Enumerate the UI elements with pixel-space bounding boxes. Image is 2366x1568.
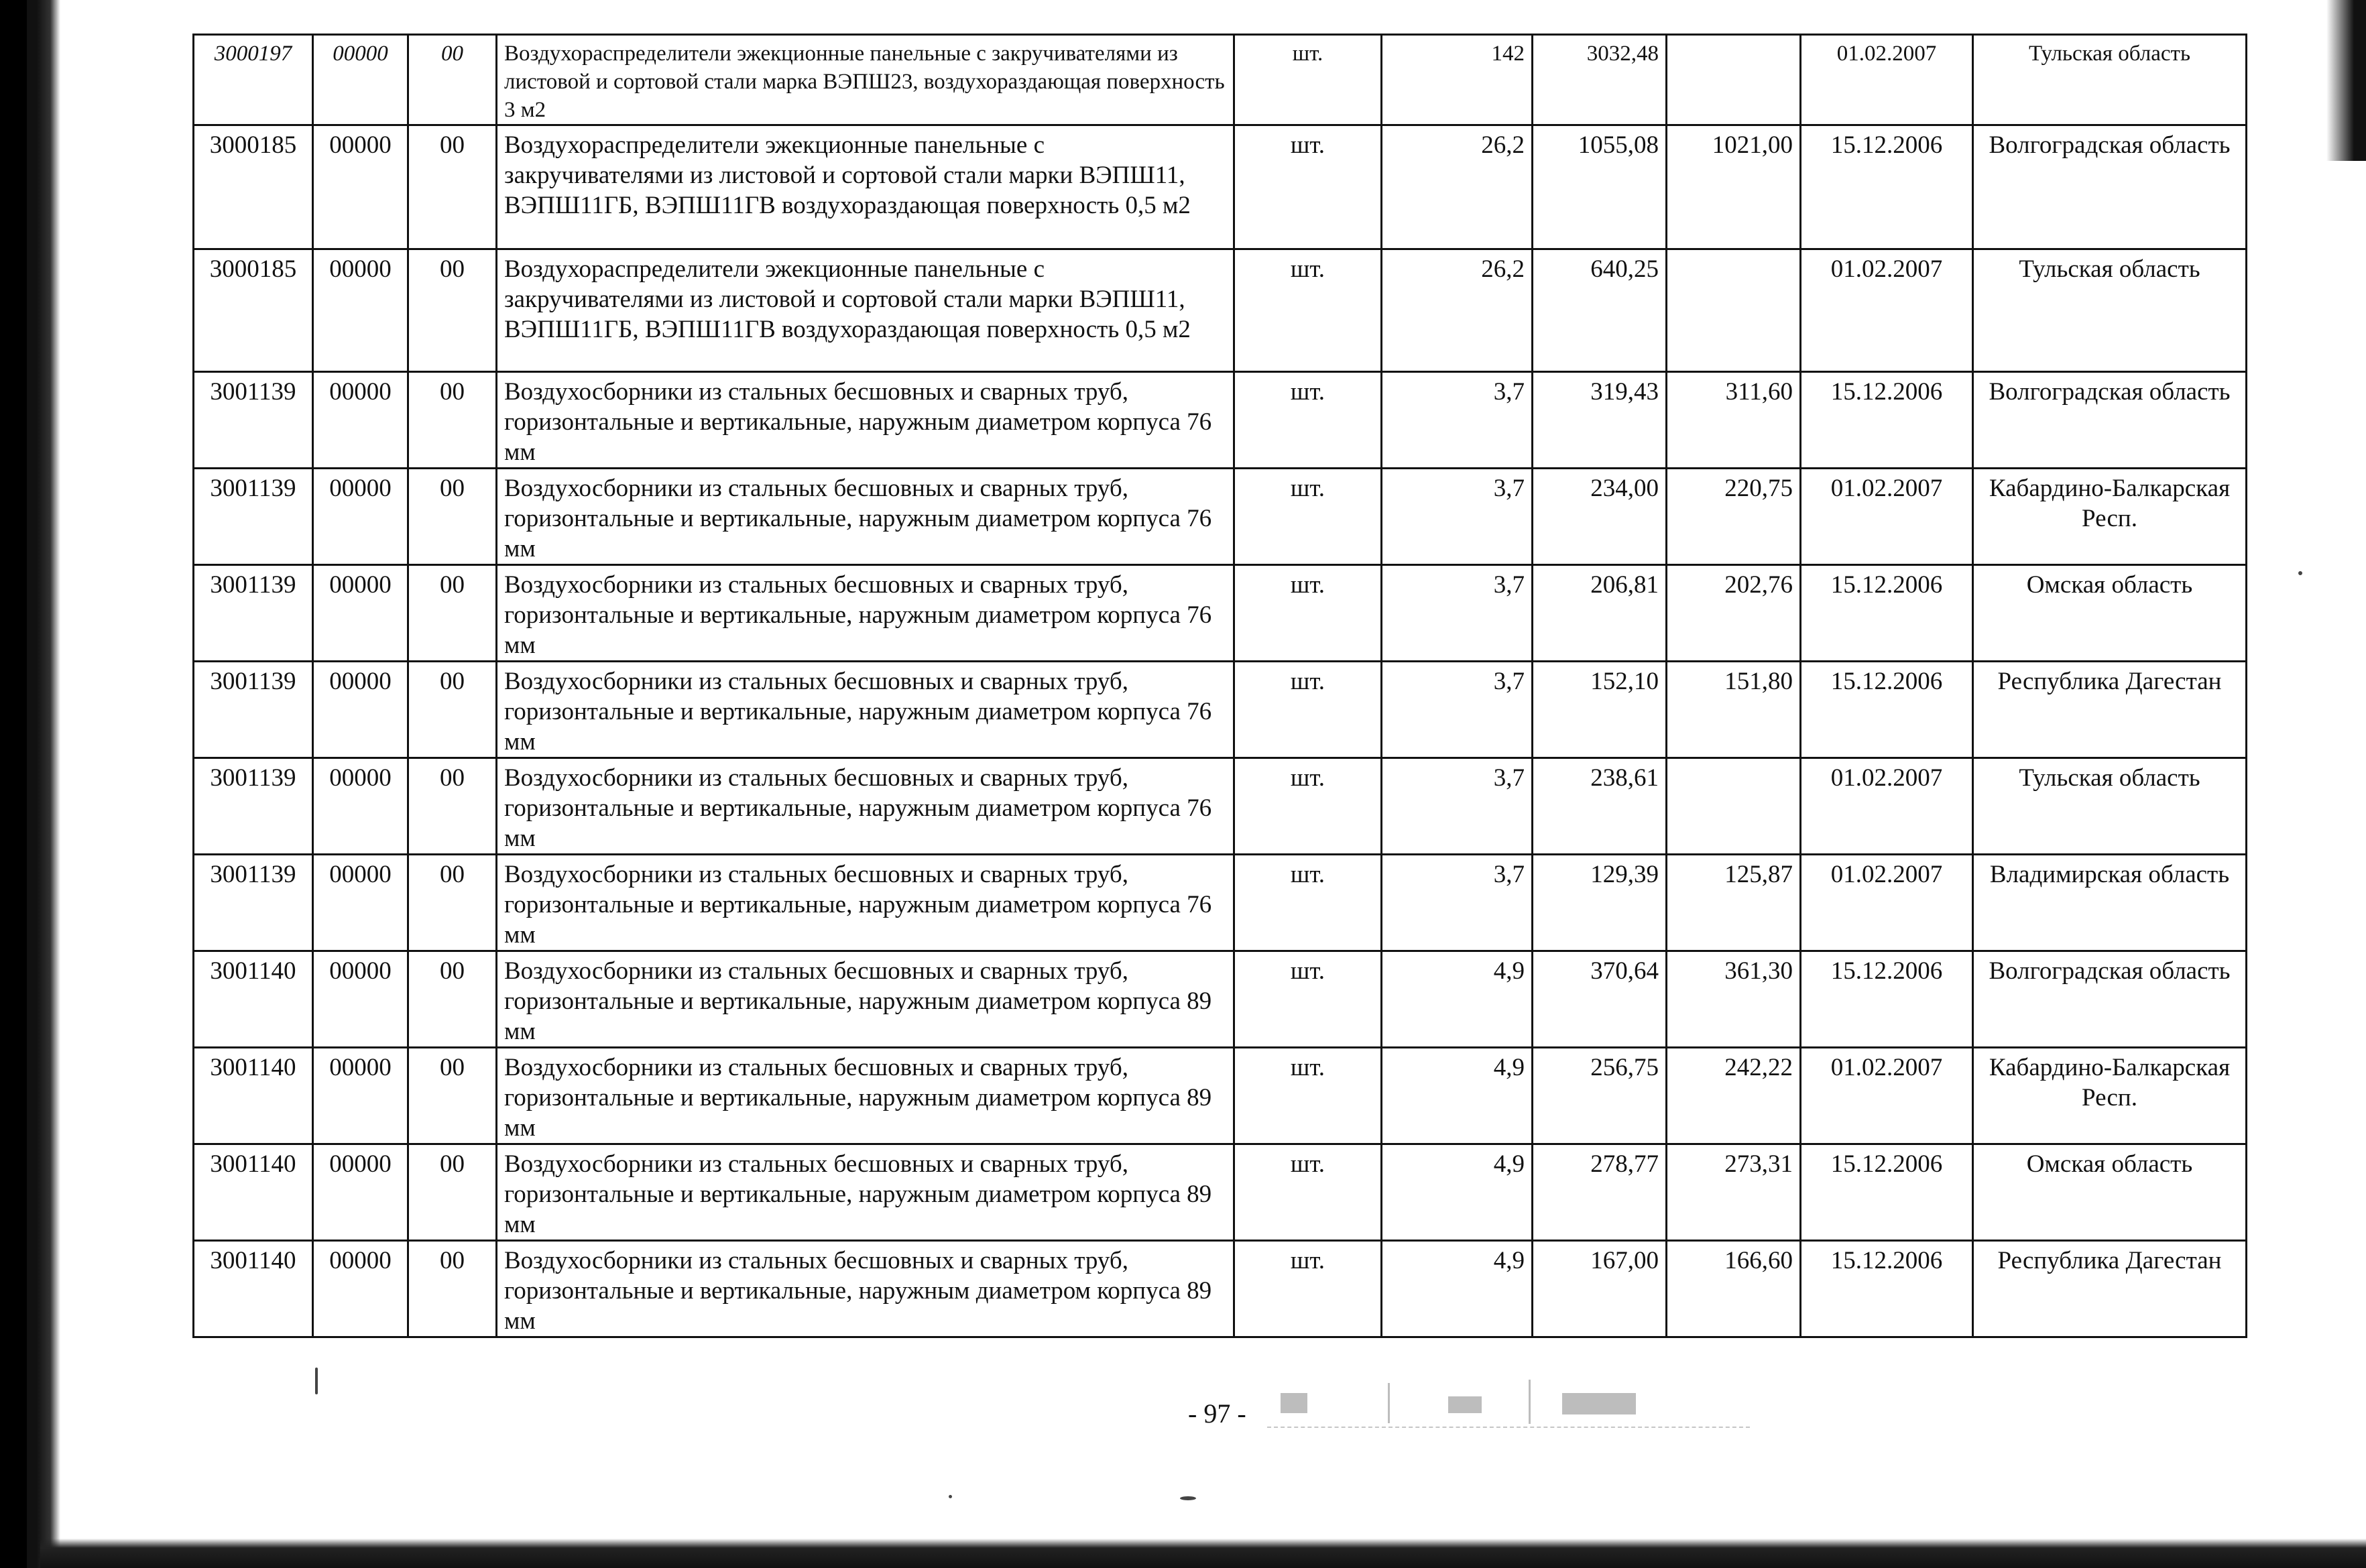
table-row <box>194 125 2247 249</box>
cell-version: 00 <box>408 1144 497 1241</box>
table-row <box>194 565 2247 662</box>
cell-unit: шт. <box>1234 1048 1382 1144</box>
cell-price: 167,00 <box>1533 1241 1667 1337</box>
cell-version: 00 <box>408 125 497 249</box>
cell-region: Омская область <box>1973 565 2247 662</box>
cell-coefficient: 3,7 <box>1382 758 1533 855</box>
cell-description: Воздухосборники из стальных бесшовных и сварных труб, горизонтальные и вертикальные, наружным диаметром корпуса 76 мм <box>497 662 1234 758</box>
cell-unit: шт. <box>1234 125 1382 249</box>
cell-date: 01.02.2007 <box>1801 469 1973 565</box>
cell-description: Воздухосборники из стальных бесшовных и сварных труб, горизонтальные и вертикальные, наружным диаметром корпуса 76 мм <box>497 565 1234 662</box>
cell-coefficient: 4,9 <box>1382 1241 1533 1337</box>
cell-price-alt: 220,75 <box>1667 469 1801 565</box>
cell-coefficient: 3,7 <box>1382 662 1533 758</box>
cell-region: Тульская область <box>1973 249 2247 372</box>
cell-date: 01.02.2007 <box>1801 249 1973 372</box>
cell-price: 206,81 <box>1533 565 1667 662</box>
cell-subcode: 00000 <box>313 1241 408 1337</box>
scan-border-bottom <box>40 1539 2366 1568</box>
cell-coefficient: 26,2 <box>1382 249 1533 372</box>
cell-coefficient: 142 <box>1382 35 1533 125</box>
cell-code: 3000185 <box>194 125 313 249</box>
cell-unit: шт. <box>1234 469 1382 565</box>
stamp-mark <box>1388 1383 1390 1423</box>
cell-unit: шт. <box>1234 951 1382 1048</box>
table-row <box>194 855 2247 951</box>
scan-border-top-right <box>2326 0 2366 161</box>
cell-price-alt: 273,31 <box>1667 1144 1801 1241</box>
cell-subcode: 00000 <box>313 855 408 951</box>
price-table <box>192 34 2247 1338</box>
cell-region: Тульская область <box>1973 758 2247 855</box>
cell-subcode: 00000 <box>313 469 408 565</box>
cell-price-alt: 125,87 <box>1667 855 1801 951</box>
cell-description: Воздухосборники из стальных бесшовных и сварных труб, горизонтальные и вертикальные, наружным диаметром корпуса 76 мм <box>497 372 1234 469</box>
cell-unit: шт. <box>1234 1241 1382 1337</box>
cell-price: 3032,48 <box>1533 35 1667 125</box>
cell-subcode: 00000 <box>313 1144 408 1241</box>
cell-price-alt: 151,80 <box>1667 662 1801 758</box>
cell-version: 00 <box>408 662 497 758</box>
cell-price-alt <box>1667 758 1801 855</box>
page-number: - 97 - <box>1188 1398 1246 1429</box>
cell-coefficient: 4,9 <box>1382 1048 1533 1144</box>
cell-code: 3001140 <box>194 1048 313 1144</box>
cell-region: Волгоградская область <box>1973 372 2247 469</box>
cell-subcode: 00000 <box>313 662 408 758</box>
cell-region: Республика Дагестан <box>1973 1241 2247 1337</box>
cell-version: 00 <box>408 758 497 855</box>
cell-code: 3000185 <box>194 249 313 372</box>
cell-version: 00 <box>408 35 497 125</box>
cell-region: Волгоградская область <box>1973 951 2247 1048</box>
cell-description: Воздухосборники из стальных бесшовных и сварных труб, горизонтальные и вертикальные, наружным диаметром корпуса 89 мм <box>497 1241 1234 1337</box>
cell-description: Воздухораспределители эжекционные панельные с закручивателями из листовой и сортовой стали марки ВЭПШ11, ВЭПШ11ГБ, ВЭПШ11ГВ воздухораздающая поверхность 0,5 м2 <box>497 125 1234 249</box>
cell-price: 319,43 <box>1533 372 1667 469</box>
cell-code: 3001140 <box>194 951 313 1048</box>
cell-date: 15.12.2006 <box>1801 662 1973 758</box>
cell-unit: шт. <box>1234 662 1382 758</box>
cell-unit: шт. <box>1234 372 1382 469</box>
cell-price-alt: 202,76 <box>1667 565 1801 662</box>
cell-date: 01.02.2007 <box>1801 855 1973 951</box>
stamp-mark <box>1562 1393 1636 1414</box>
cell-region: Омская область <box>1973 1144 2247 1241</box>
cell-version: 00 <box>408 1048 497 1144</box>
cell-unit: шт. <box>1234 565 1382 662</box>
table-row <box>194 1241 2247 1337</box>
cell-price: 234,00 <box>1533 469 1667 565</box>
cell-version: 00 <box>408 1241 497 1337</box>
cell-subcode: 00000 <box>313 372 408 469</box>
cell-unit: шт. <box>1234 758 1382 855</box>
table-row <box>194 372 2247 469</box>
cell-coefficient: 3,7 <box>1382 565 1533 662</box>
cell-coefficient: 3,7 <box>1382 469 1533 565</box>
cell-version: 00 <box>408 249 497 372</box>
cell-version: 00 <box>408 565 497 662</box>
cell-date: 15.12.2006 <box>1801 565 1973 662</box>
cell-price-alt <box>1667 35 1801 125</box>
cell-date: 15.12.2006 <box>1801 1241 1973 1337</box>
cell-coefficient: 3,7 <box>1382 372 1533 469</box>
cell-date: 01.02.2007 <box>1801 758 1973 855</box>
stamp-mark <box>1281 1393 1307 1413</box>
cell-date: 01.02.2007 <box>1801 1048 1973 1144</box>
scan-speck <box>949 1495 952 1498</box>
cell-code: 3001139 <box>194 662 313 758</box>
cell-price-alt: 1021,00 <box>1667 125 1801 249</box>
table-row <box>194 1144 2247 1241</box>
cell-description: Воздухораспределители эжекционные панельные с закручивателями из листовой и сортовой стали марки ВЭПШ11, ВЭПШ11ГБ, ВЭПШ11ГВ воздухораздающая поверхность 0,5 м2 <box>497 249 1234 372</box>
cell-coefficient: 3,7 <box>1382 855 1533 951</box>
scan-speck <box>315 1368 318 1394</box>
cell-version: 00 <box>408 372 497 469</box>
cell-price-alt: 242,22 <box>1667 1048 1801 1144</box>
cell-description: Воздухосборники из стальных бесшовных и сварных труб, горизонтальные и вертикальные, наружным диаметром корпуса 76 мм <box>497 758 1234 855</box>
table-row <box>194 469 2247 565</box>
cell-price: 1055,08 <box>1533 125 1667 249</box>
cell-price: 370,64 <box>1533 951 1667 1048</box>
cell-code: 3000197 <box>194 35 313 125</box>
cell-price-alt: 166,60 <box>1667 1241 1801 1337</box>
stamp-mark <box>1448 1396 1482 1413</box>
cell-unit: шт. <box>1234 35 1382 125</box>
cell-unit: шт. <box>1234 1144 1382 1241</box>
table-row <box>194 951 2247 1048</box>
cell-date: 15.12.2006 <box>1801 1144 1973 1241</box>
cell-region: Кабардино-Балкарская Респ. <box>1973 1048 2247 1144</box>
cell-unit: шт. <box>1234 855 1382 951</box>
cell-subcode: 00000 <box>313 125 408 249</box>
cell-region: Владимирская область <box>1973 855 2247 951</box>
cell-description: Воздухосборники из стальных бесшовных и сварных труб, горизонтальные и вертикальные, наружным диаметром корпуса 89 мм <box>497 1048 1234 1144</box>
cell-subcode: 00000 <box>313 35 408 125</box>
table-row <box>194 35 2247 125</box>
cell-date: 15.12.2006 <box>1801 372 1973 469</box>
cell-date: 15.12.2006 <box>1801 951 1973 1048</box>
cell-version: 00 <box>408 855 497 951</box>
cell-region: Волгоградская область <box>1973 125 2247 249</box>
cell-price: 238,61 <box>1533 758 1667 855</box>
cell-code: 3001139 <box>194 372 313 469</box>
cell-code: 3001140 <box>194 1144 313 1241</box>
cell-price: 129,39 <box>1533 855 1667 951</box>
cell-date: 01.02.2007 <box>1801 35 1973 125</box>
cell-subcode: 00000 <box>313 565 408 662</box>
cell-price-alt: 311,60 <box>1667 372 1801 469</box>
cell-date: 15.12.2006 <box>1801 125 1973 249</box>
cell-price: 256,75 <box>1533 1048 1667 1144</box>
cell-region: Республика Дагестан <box>1973 662 2247 758</box>
stamp-mark <box>1529 1380 1531 1424</box>
cell-version: 00 <box>408 951 497 1048</box>
table-row <box>194 249 2247 372</box>
cell-unit: шт. <box>1234 249 1382 372</box>
cell-description: Воздухосборники из стальных бесшовных и сварных труб, горизонтальные и вертикальные, наружным диаметром корпуса 89 мм <box>497 1144 1234 1241</box>
cell-price: 152,10 <box>1533 662 1667 758</box>
cell-region: Кабардино-Балкарская Респ. <box>1973 469 2247 565</box>
cell-coefficient: 26,2 <box>1382 125 1533 249</box>
cell-price: 640,25 <box>1533 249 1667 372</box>
cell-coefficient: 4,9 <box>1382 1144 1533 1241</box>
table-row <box>194 1048 2247 1144</box>
cell-description: Воздухораспределители эжекционные панельные с закручивателями из листовой и сортовой стали марка ВЭПШ23, воздухораздающая поверхность 3 м2 <box>497 35 1234 125</box>
cell-version: 00 <box>408 469 497 565</box>
cell-price-alt: 361,30 <box>1667 951 1801 1048</box>
cell-description: Воздухосборники из стальных бесшовных и сварных труб, горизонтальные и вертикальные, наружным диаметром корпуса 76 мм <box>497 469 1234 565</box>
cell-coefficient: 4,9 <box>1382 951 1533 1048</box>
cell-subcode: 00000 <box>313 951 408 1048</box>
scan-speck <box>2298 571 2302 575</box>
cell-price: 278,77 <box>1533 1144 1667 1241</box>
cell-code: 3001139 <box>194 469 313 565</box>
cell-price-alt <box>1667 249 1801 372</box>
cell-subcode: 00000 <box>313 249 408 372</box>
cell-subcode: 00000 <box>313 1048 408 1144</box>
table-row <box>194 758 2247 855</box>
scan-speck <box>1180 1496 1196 1500</box>
cell-description: Воздухосборники из стальных бесшовных и сварных труб, горизонтальные и вертикальные, наружным диаметром корпуса 89 мм <box>497 951 1234 1048</box>
cell-code: 3001139 <box>194 855 313 951</box>
cell-code: 3001140 <box>194 1241 313 1337</box>
table-row <box>194 662 2247 758</box>
cell-subcode: 00000 <box>313 758 408 855</box>
cell-description: Воздухосборники из стальных бесшовных и сварных труб, горизонтальные и вертикальные, наружным диаметром корпуса 76 мм <box>497 855 1234 951</box>
cell-region: Тульская область <box>1973 35 2247 125</box>
cell-code: 3001139 <box>194 758 313 855</box>
faded-stamp <box>1267 1380 1750 1428</box>
scan-border-left-edge <box>0 0 27 1568</box>
cell-code: 3001139 <box>194 565 313 662</box>
table-body <box>194 35 2247 1337</box>
